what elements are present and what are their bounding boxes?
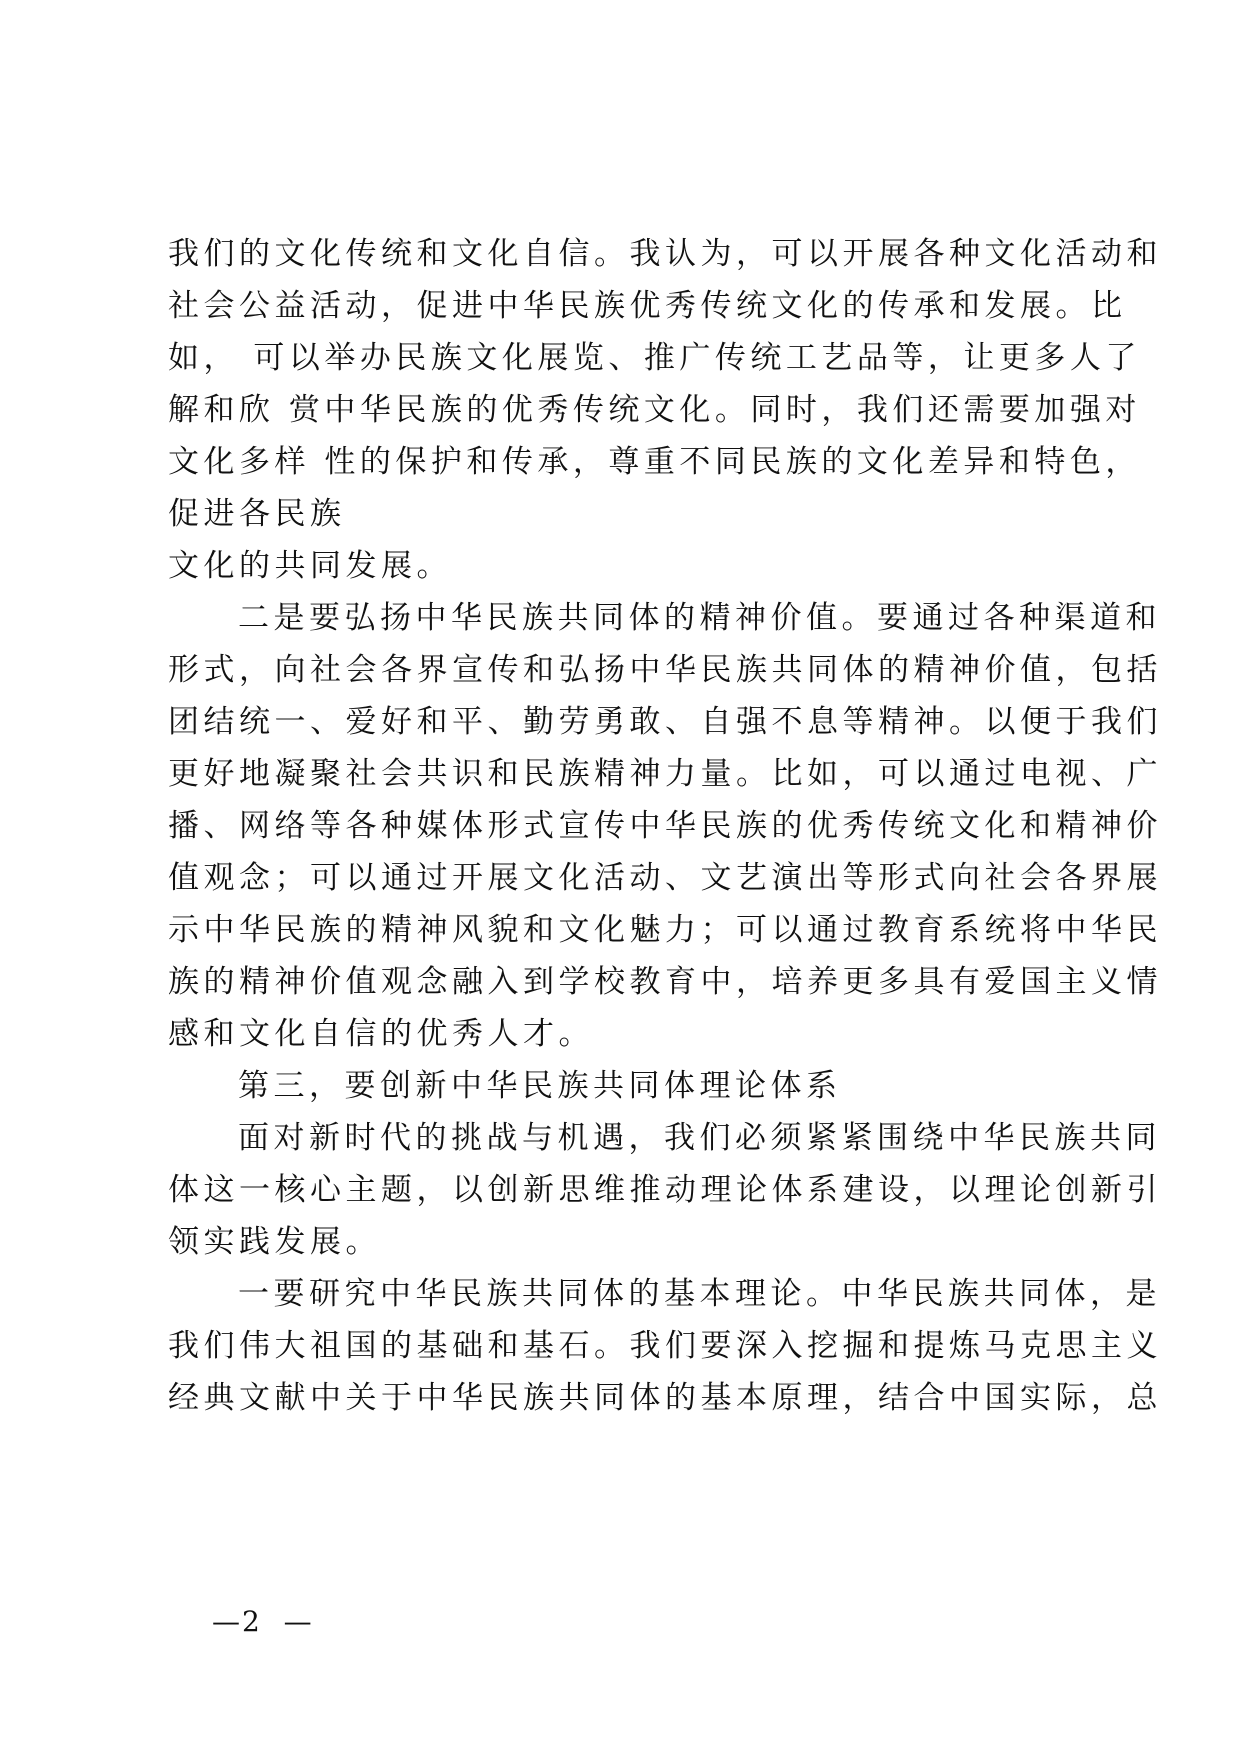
text-line: 如， 可以举办民族文化展览、推广传统工艺品等，让更多人了 (168, 340, 1141, 376)
text-line: 更好地凝聚社会共识和民族精神力量。比如，可以通过电视、广 (168, 756, 1162, 792)
paragraph-start-line: 一要研究中华民族共同体的基本理论。中华民族共同体，是 (238, 1276, 1161, 1312)
text-line: 族的精神价值观念融入到学校教育中，培养更多具有爱国主义情 (168, 964, 1162, 1000)
text-line: 社会公益活动，促进中华民族优秀传统文化的传承和发展。比 (168, 288, 1127, 324)
section-heading: 第三，要创新中华民族共同体理论体系 (238, 1068, 842, 1104)
text-line: 我们的文化传统和文化自信。我认为，可以开展各种文化活动和 (168, 236, 1162, 272)
text-line: 经典文献中关于中华民族共同体的基本原理，结合中国实际，总 (168, 1380, 1162, 1416)
text-line: 值观念；可以通过开展文化活动、文艺演出等形式向社会各界展 (168, 860, 1162, 896)
text-line: 我们伟大祖国的基础和基石。我们要深入挖掘和提炼马克思主义 (168, 1328, 1162, 1364)
text-line: 促进各民族 (168, 496, 346, 532)
body-text (168, 228, 1162, 1424)
page-number: —2 — (212, 1605, 314, 1638)
text-line: 文化多样 性的保护和传承，尊重不同民族的文化差异和特色， (168, 444, 1141, 480)
text-line: 播、网络等各种媒体形式宣传中华民族的优秀传统文化和精神价 (168, 808, 1162, 844)
paragraph-start-line: 二是要弘扬中华民族共同体的精神价值。要通过各种渠道和 (238, 600, 1161, 636)
text-line: 形式，向社会各界宣传和弘扬中华民族共同体的精神价值，包括 (168, 652, 1162, 688)
paragraph-start-line: 面对新时代的挑战与机遇，我们必须紧紧围绕中华民族共同 (238, 1120, 1161, 1156)
text-line: 团结统一、爱好和平、勤劳勇敢、自强不息等精神。以便于我们 (168, 704, 1162, 740)
text-line: 文化的共同发展。 (168, 548, 452, 584)
text-line: 示中华民族的精神风貌和文化魅力；可以通过教育系统将中华民 (168, 912, 1162, 948)
text-line: 解和欣 赏中华民族的优秀传统文化。同时，我们还需要加强对 (168, 392, 1141, 428)
text-line: 领实践发展。 (168, 1224, 381, 1260)
text-line: 感和文化自信的优秀人才。 (168, 1016, 594, 1052)
text-line: 体这一核心主题，以创新思维推动理论体系建设，以理论创新引 (168, 1172, 1162, 1208)
